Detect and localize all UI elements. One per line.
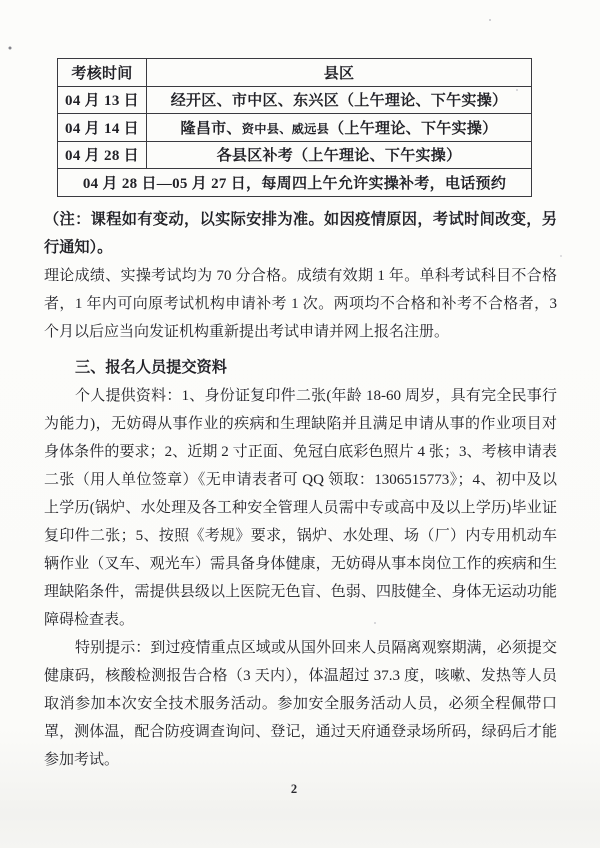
table-header-row <box>58 59 532 87</box>
special-notice-paragraph: 特别提示：到过疫情重点区域或从国外回来人员隔离观察期满，必须提交健康码，核酸检测报告合格（3 天内），体温超过 37.3 度，咳嗽、发热等人员取消参加本次安全技术服务活动。参加安全服务活动人员，必须全程佩带口罩，测体温，配合防疫调查询问、登记，通过天府通登录场所码，绿码后才能参加考试。 <box>44 640 557 768</box>
exam-date-cell: 04 月 28 日 <box>58 141 147 169</box>
document-body <box>44 206 557 774</box>
district-cell: 各县区补考（上午理论、下午实操） <box>147 141 532 169</box>
section-heading: 三、报名人员提交资料 <box>75 359 227 376</box>
exam-date-cell: 04 月 14 日 <box>58 114 147 142</box>
exam-date-cell: 04 月 13 日 <box>58 86 147 114</box>
page-number: 2 <box>290 782 298 796</box>
district-cell <box>147 114 532 142</box>
table-header-time: 考核时间 <box>58 59 147 87</box>
table-header-district: 县区 <box>147 59 532 87</box>
table-row <box>58 141 532 169</box>
table-row <box>58 86 532 114</box>
table-row <box>58 114 532 142</box>
district-part-small: 资中县、威远县 <box>241 121 330 136</box>
district-part: 隆昌市、 <box>180 120 242 137</box>
materials-paragraph: 个人提供资料：1、身份证复印件二张(年龄 18-60 周岁，具有完全民事行为能力)，无妨碍从事作业的疾病和生理缺陷并且满足申请从事的作业项目对身体条件的要求；2、近期 2 寸正面、免冠白底彩色照片 4 张；3、考核申请表二张（用人单位签章）《无申请表者可 QQ 领取：1306515773》；4、初中及以上学历(锅炉、水处理及各工种安全管理人员需中专或高中及以上学历)毕业证复印件二张；5、按照《考规》要求，锅炉、水处理、场（厂）内专用机动车辆作业（叉车、观光车）需具备身体健康，无妨碍从事本岗位工作的疾病和生理缺陷条件，需提供县级以上医院无色盲、色弱、四肢健全、身体无运动功能障碍检查表。 <box>44 388 557 628</box>
passing-score-paragraph: 理论成绩、实操考试均为 70 分合格。成绩有效期 1 年。单科考试科目不合格者，1 年内可向原考试机构申请补考 1 次。两项均不合格和补考不合格者，3 个月以后应当向发证机构重新提出考试申请并网上报名注册。 <box>44 268 557 340</box>
district-cell: 经开区、市中区、东兴区（上午理论、下午实操） <box>147 86 532 114</box>
makeup-exam-note-cell: 04 月 28 日—05 月 27 日，每周四上午允许实操补考，电话预约 <box>58 169 532 197</box>
district-part: （上午理论、下午实操） <box>329 120 498 137</box>
scan-speckles <box>0 0 2 2</box>
table-footer-row <box>58 169 532 197</box>
note-paragraph: （注：课程如有变动，以实际安排为准。如因疫情原因，考试时间改变，另行通知）。 <box>44 211 557 256</box>
exam-schedule-table <box>57 58 532 197</box>
